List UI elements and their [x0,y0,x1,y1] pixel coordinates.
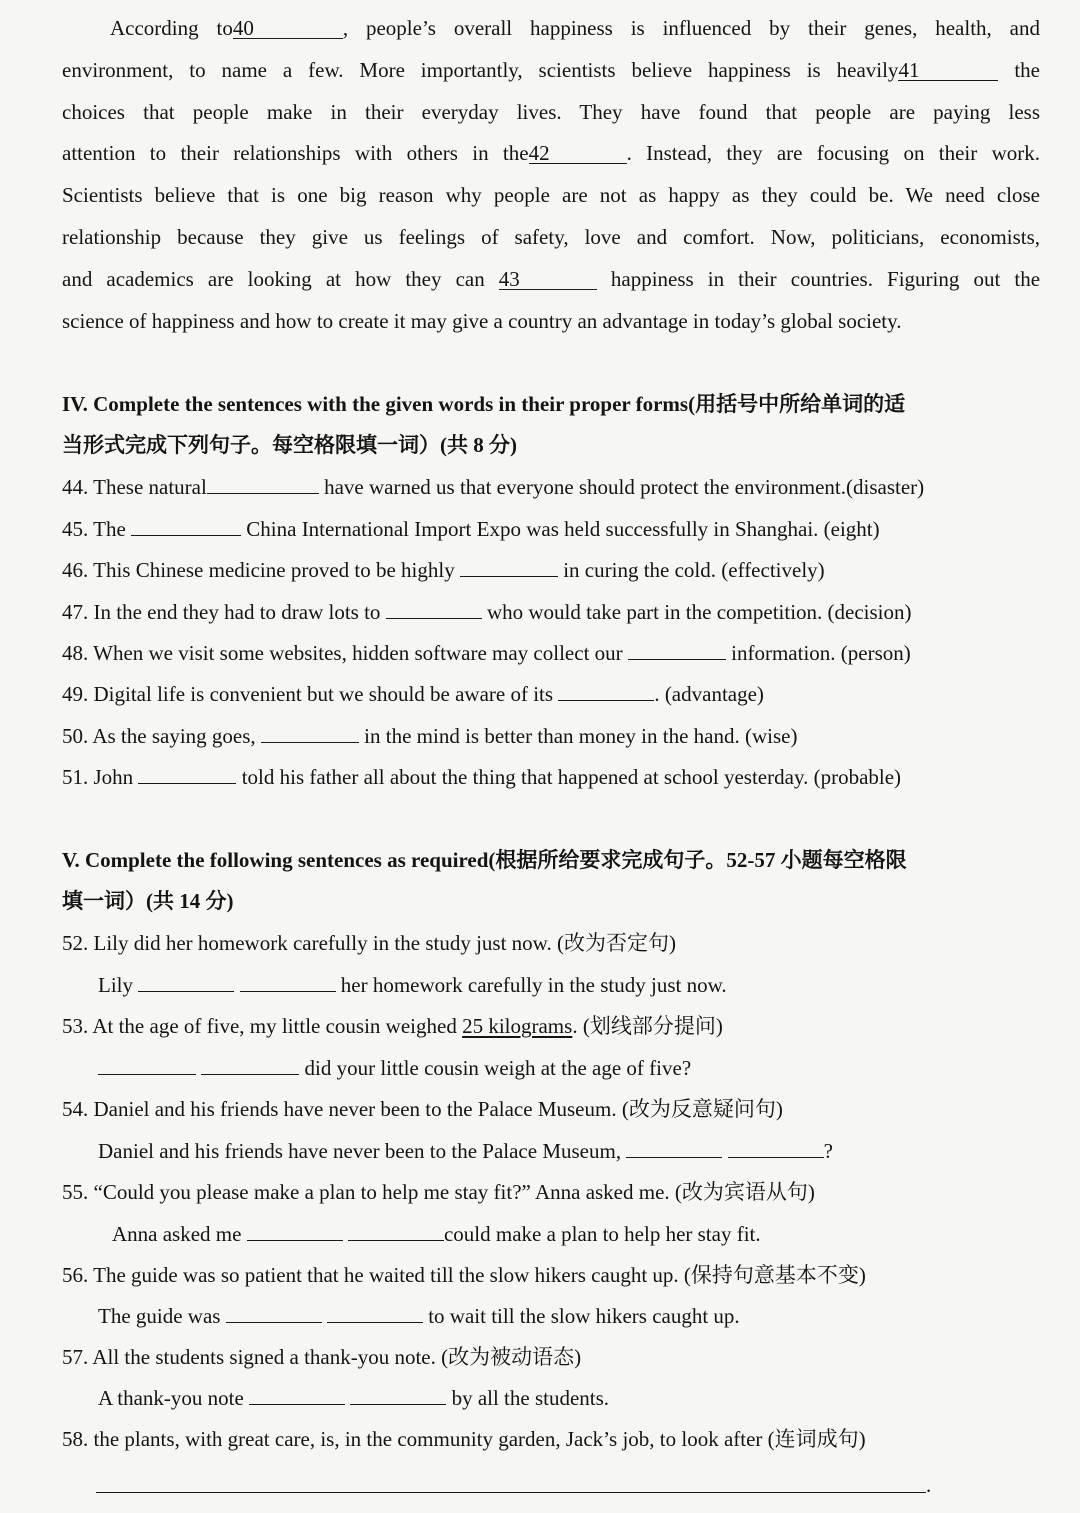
passage-line-8: science of happiness and how to create it may give a country an advantage in today’s global society. [62,309,902,333]
answer-blank-57a[interactable] [249,1384,345,1405]
question-49: 49. Digital life is convenient but we should be aware of its . (advantage) [62,682,764,706]
question-53-answer: did your little cousin weigh at the age of five? [98,1054,1038,1082]
answer-blank-57b[interactable] [350,1384,446,1405]
answer-blank-46[interactable] [460,556,558,577]
question-57-answer: A thank-you note by all the students. [98,1386,610,1410]
question-54-answer: Daniel and his friends have never been to the Palace Museum, ? [98,1139,833,1163]
blank-43[interactable]: 43 [499,269,597,290]
blank-41[interactable]: 41 [898,60,998,81]
answer-blank-52a[interactable] [138,971,234,992]
answer-blank-54a[interactable] [626,1137,722,1158]
blank-42[interactable]: 42 [529,143,627,164]
answer-line-58-period: . [926,1473,932,1497]
question-53: 53. At the age of five, my little cousin weighed 25 kilograms. (划线部分提问) [62,1014,723,1038]
answer-blank-51[interactable] [138,763,236,784]
question-56-answer: The guide was to wait till the slow hikers caught up. [98,1304,740,1328]
question-45: 45. The China International Import Expo was held successfully in Shanghai. (eight) [62,517,880,541]
underlined-phrase: 25 kilograms [462,1014,573,1038]
question-56: 56. The guide was so patient that he waited till the slow hikers caught up. (保持句意基本不变) [62,1263,866,1287]
question-58: 58. the plants, with great care, is, in the community garden, Jack’s job, to look after (连词成句) [62,1427,866,1451]
answer-blank-54b[interactable] [728,1137,824,1158]
passage-line-5: Scientists believe that is one big reason why people are not as happy as they could be. We need close [62,183,1040,207]
question-44: 44. These natural have warned us that everyone should protect the environment.(disaster) [62,475,925,499]
section-5-heading: V. Complete the following sentences as required(根据所给要求完成句子。52-57 小题每空格限 [62,848,907,872]
blank-40[interactable]: 40 [233,18,343,39]
answer-blank-45[interactable] [131,515,241,536]
section-4-heading-cont: 当形式完成下列句子。每空格限填一词）(共 8 分) [62,433,517,457]
passage-line-3: choices that people make in their everyday lives. They have found that people are paying less [62,100,1040,124]
section-5-heading-cont: 填一词）(共 14 分) [62,889,234,913]
question-57: 57. All the students signed a thank-you note. (改为被动语态) [62,1345,582,1369]
question-55-answer: Anna asked me could make a plan to help her stay fit. [112,1222,761,1246]
passage-line-6: relationship because they give us feelings of safety, love and comfort. Now, politicians, economists, [62,225,1040,249]
question-51: 51. John told his father all about the thing that happened at school yesterday. (probable) [62,765,902,789]
answer-blank-50[interactable] [261,722,359,743]
passage-line-7: and academics are looking at how they can 43 happiness in their countries. Figuring out the [62,267,1041,291]
answer-line-58[interactable] [96,1492,926,1493]
question-55: 55. “Could you please make a plan to help me stay fit?” Anna asked me. (改为宾语从句) [62,1180,815,1204]
answer-blank-56b[interactable] [327,1302,423,1323]
answer-blank-48[interactable] [628,639,726,660]
passage-line-4: attention to their relationships with others in the42 . Instead, they are focusing on their work. [62,141,1040,165]
answer-blank-52b[interactable] [240,971,336,992]
question-50: 50. As the saying goes, in the mind is better than money in the hand. (wise) [62,724,798,748]
question-52: 52. Lily did her homework carefully in the study just now. (改为否定句) [62,931,676,955]
question-48: 48. When we visit some websites, hidden software may collect our information. (person) [62,641,911,665]
question-52-answer: Lily her homework carefully in the study just now. [98,973,727,997]
section-4-heading: IV. Complete the sentences with the given words in their proper forms(用括号中所给单词的适 [62,392,906,416]
answer-blank-55a[interactable] [247,1220,343,1241]
answer-blank-49[interactable] [558,680,654,701]
passage-line-2: environment, to name a few. More importantly, scientists believe happiness is heavily41 the [62,58,1040,82]
question-54: 54. Daniel and his friends have never been to the Palace Museum. (改为反意疑问句) [62,1097,783,1121]
answer-blank-44[interactable] [207,473,319,494]
answer-blank-53a[interactable] [98,1054,196,1075]
question-46: 46. This Chinese medicine proved to be highly in curing the cold. (effectively) [62,558,825,582]
answer-blank-56a[interactable] [226,1302,322,1323]
answer-blank-55b[interactable] [348,1220,444,1241]
question-47: 47. In the end they had to draw lots to who would take part in the competition. (decision) [62,600,912,624]
answer-blank-47[interactable] [386,598,482,619]
answer-blank-53b[interactable] [201,1054,299,1075]
passage-line-1: According to40 , people’s overall happiness is influenced by their genes, health, and [110,16,1040,40]
